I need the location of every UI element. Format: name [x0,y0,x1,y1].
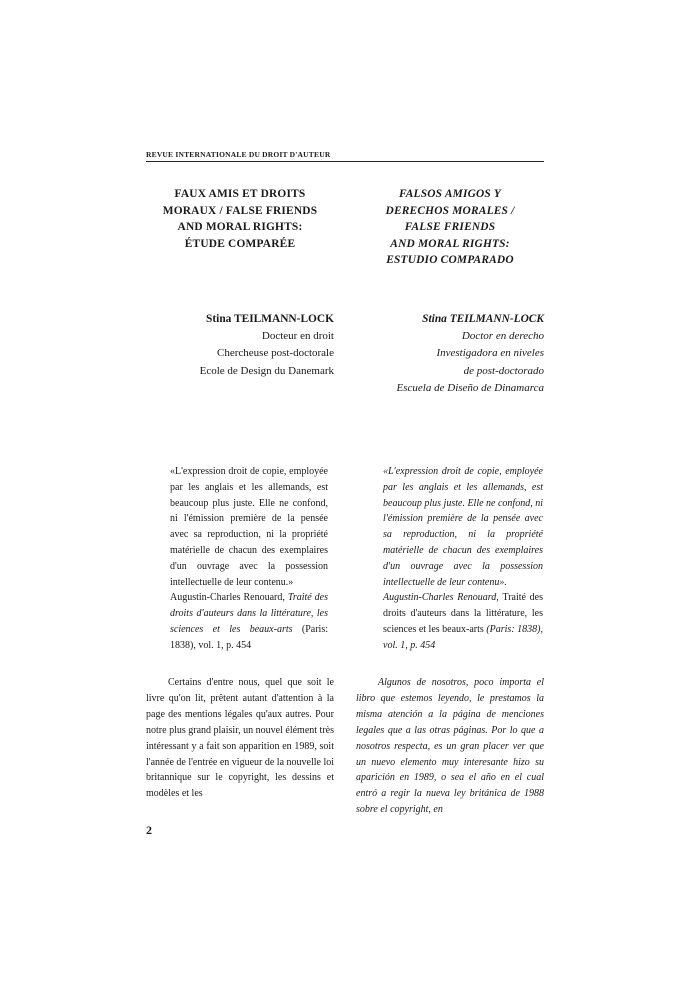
epigraph-reference: (Paris: 1838), vol. 1, p. 454 [170,623,328,651]
title-spanish-line: FALSOS AMIGOS Y [399,188,501,200]
title-spanish [356,186,544,269]
title-french-line: MORAUX / FALSE FRIENDS [162,204,318,217]
title-spanish-line: FALSE FRIENDS [404,221,496,233]
epigraph-spanish [383,464,543,654]
title-french-line: AND MORAL RIGHTS: [177,221,303,233]
author-affiliation-line: Ecole de Design du Danemark [199,364,334,377]
title-french-line: FAUX AMIS ET DROITS [174,188,306,200]
header-rule [146,161,544,162]
title-spanish-line: ESTUDIO COMPARADO [386,254,514,266]
title-spanish-line: AND MORAL RIGHTS: [390,237,510,250]
epigraph-author: Augustin-Charles Renouard, [383,592,499,604]
author-affiliation-line: Escuela de Diseño de Dinamarca [396,381,544,394]
epigraph-reference: (Paris: 1838), vol. 1, p. 454 [383,623,543,651]
body-text-spanish: Algunos de nosotros, poco importa el libro que estemos leyendo, le prestamos la misma atención a la página de menciones legales que a las otras páginas. Por lo que a nosotros respecta, es un gran placer ver que un nuevo elemento muy interesante hizo su aparición en 1989, o sea el año en el cual entró a regir la nueva ley británica de 1988 sobre el copyright, en [356,677,544,816]
epigraph-french [170,464,328,654]
author-name: Stina TEILMANN-LOCK [422,313,544,325]
page-number: 2 [146,823,152,837]
epigraph-text: «L'expression droit de copie, employée par les anglais et les allemands, est beaucoup plus juste. Elle ne confond, ni l'émission première de la pensée avec sa reproduction, ni la propriété matérielle de chacun des exemplaires d'un ouvrage avec la possession intellectuelle de leur contenu.» [170,466,328,588]
author-affiliation-line: Docteur en droit [261,330,334,343]
epigraph-book: Traité des droits d'auteurs dans la littérature, les sciences et les beaux-arts [170,592,328,635]
running-header: REVUE INTERNATIONALE DU DROIT D'AUTEUR [146,150,331,159]
author-name: Stina TEILMANN-LOCK [206,313,334,325]
epigraph-text: «L'expression droit de copie, employée par les anglais et les allemands, est beaucoup plus juste. Elle ne confond, ni l'émission première de la pensée avec sa reproduction, ni la propriété matérielle de chacun des exemplaires d'un ouvrage avec la possession intellectuelle de leur contenu». [383,466,543,588]
body-text-french: Certains d'entre nous, quel que soit le livre qu'on lit, prêtent autant d'attention à la page des mentions légales qu'aux autres. Pour notre plus grand plaisir, un nouvel élément très intéressant y a fait son apparition en 1989, soit l'année de l'entrée en vigueur de la nouvelle loi britannique sur le copyright, les dessins et modèles et les [146,677,334,800]
author-affiliation-line: Doctor en derecho [461,330,544,343]
epigraph-book: Traité des droits d'auteurs dans la littérature, les sciences et les beaux-arts [383,592,543,635]
author-affiliation-line: de post-doctorado [463,364,544,377]
title-french [146,186,334,252]
title-french-line: ÉTUDE COMPARÉE [184,237,296,250]
title-spanish-line: DERECHOS MORALES / [385,204,515,217]
author-block-french [146,311,334,380]
author-affiliation-line: Investigadora en niveles [436,347,544,360]
epigraph-author: Augustin-Charles Renouard, [170,592,285,604]
author-affiliation-line: Chercheuse post-doctorale [217,347,334,360]
author-block-spanish [356,311,544,397]
